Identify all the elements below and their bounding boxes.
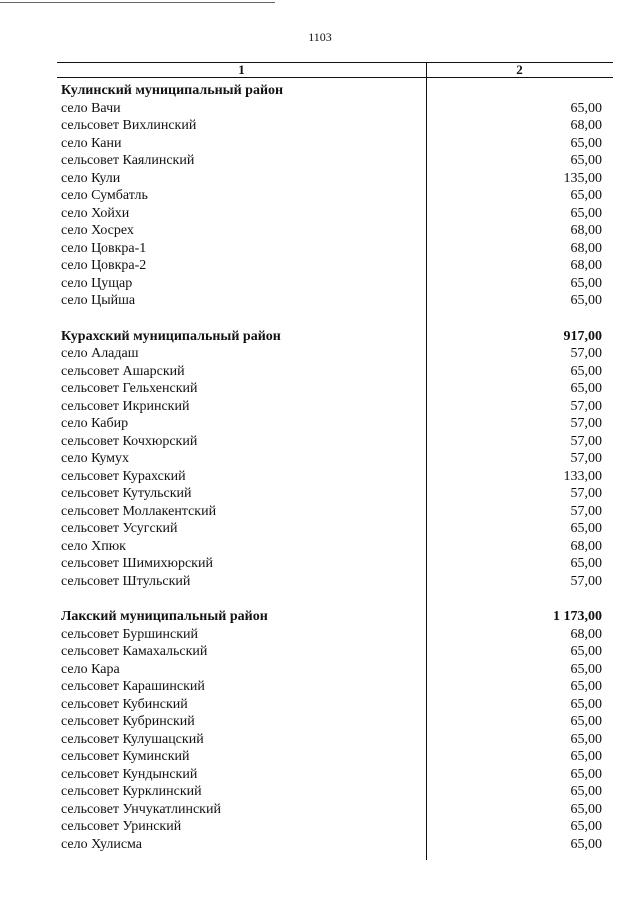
settlement-name: село Аладаш xyxy=(61,346,139,361)
settlement-value: 65,00 xyxy=(570,836,602,852)
district-row xyxy=(57,608,613,626)
table-row xyxy=(57,363,613,381)
settlement-value: 65,00 xyxy=(570,766,602,782)
table-row xyxy=(57,643,613,661)
table-row xyxy=(57,766,613,784)
table-row xyxy=(57,205,613,223)
settlement-value: 65,00 xyxy=(570,731,602,747)
settlement-name: село Цущар xyxy=(61,275,133,291)
settlement-name: сельсовет Куминский xyxy=(61,749,190,764)
table-row xyxy=(57,818,613,836)
settlement-value: 57,00 xyxy=(570,573,602,589)
settlement-name: сельсовет Курклинский xyxy=(61,784,202,799)
settlement-value: 65,00 xyxy=(570,784,602,799)
settlement-value: 65,00 xyxy=(570,153,602,168)
settlement-name: село Кули xyxy=(61,170,121,186)
settlement-name: село Кара xyxy=(61,661,120,677)
district-name: Лакский муниципальный район xyxy=(61,609,268,624)
column-1-header: 1 xyxy=(238,62,245,77)
settlement-name: сельсовет Усугский xyxy=(61,521,178,536)
settlement-value: 57,00 xyxy=(570,398,602,414)
settlement-name: сельсовет Кутульский xyxy=(61,486,192,501)
settlement-value: 68,00 xyxy=(570,258,602,273)
settlement-name: сельсовет Кулушацский xyxy=(61,731,204,747)
settlement-name: сельсовет Каялинский xyxy=(61,153,195,168)
table-row xyxy=(57,626,613,644)
table-row xyxy=(57,275,613,293)
table-row xyxy=(57,135,613,153)
table-row xyxy=(57,468,613,486)
settlement-value: 135,00 xyxy=(563,170,602,186)
settlement-value: 68,00 xyxy=(570,118,602,133)
settlement-name: сельсовет Моллакентский xyxy=(61,503,217,519)
settlement-name: село Кани xyxy=(61,135,122,151)
table-row xyxy=(57,100,613,118)
table-row xyxy=(57,678,613,696)
settlement-value: 68,00 xyxy=(570,223,602,238)
table-row xyxy=(57,222,613,240)
settlement-value: 68,00 xyxy=(570,538,602,554)
settlement-value: 65,00 xyxy=(570,363,602,379)
settlement-value: 57,00 xyxy=(570,451,602,466)
table-row xyxy=(57,503,613,521)
settlement-name: село Сумбатль xyxy=(61,188,148,203)
settlement-name: сельсовет Уринский xyxy=(61,819,182,834)
settlement-name: сельсовет Вихлинский xyxy=(61,118,197,133)
settlement-value: 65,00 xyxy=(570,205,602,221)
page-number: 1103 xyxy=(308,30,332,44)
table-row xyxy=(57,696,613,714)
settlement-value: 65,00 xyxy=(570,275,602,291)
table-row xyxy=(57,398,613,416)
settlement-value: 65,00 xyxy=(570,679,602,694)
settlement-name: сельсовет Кочхюрский xyxy=(61,433,198,449)
allocation-table xyxy=(57,62,613,853)
settlement-name: сельсовет Гельхенский xyxy=(61,381,198,396)
settlement-name: село Хулисма xyxy=(61,836,143,852)
settlement-value: 57,00 xyxy=(570,486,602,501)
table-row xyxy=(57,433,613,451)
settlement-name: село Цыйша xyxy=(61,293,136,308)
table-row xyxy=(57,187,613,205)
table-row xyxy=(57,257,613,275)
settlement-name: сельсовет Буршинский xyxy=(61,626,198,642)
table-row xyxy=(57,152,613,170)
settlement-name: село Вачи xyxy=(61,100,121,116)
district-row xyxy=(57,328,613,346)
table-row xyxy=(57,485,613,503)
settlement-name: сельсовет Кундынский xyxy=(61,766,198,782)
settlement-name: сельсовет Курахский xyxy=(61,468,186,484)
table-row xyxy=(57,801,613,819)
table-row xyxy=(57,170,613,188)
settlement-value: 65,00 xyxy=(570,135,602,151)
table-body xyxy=(57,82,613,853)
table-row xyxy=(57,573,613,591)
settlement-name: село Хойхи xyxy=(61,205,130,221)
settlement-name: село Хосрех xyxy=(61,223,134,238)
settlement-name: сельсовет Унчукатлинский xyxy=(61,801,221,817)
settlement-name: село Цовкра-2 xyxy=(61,258,147,273)
section-spacer xyxy=(57,310,613,328)
district-row xyxy=(57,82,613,100)
settlement-name: сельсовет Шимихюрский xyxy=(61,556,213,571)
settlement-name: сельсовет Икринский xyxy=(61,398,190,414)
table-header xyxy=(57,63,613,78)
settlement-value: 65,00 xyxy=(570,714,602,729)
table-row xyxy=(57,538,613,556)
settlement-value: 65,00 xyxy=(570,381,602,396)
table-row xyxy=(57,748,613,766)
table-row xyxy=(57,520,613,538)
settlement-name: сельсовет Кубринский xyxy=(61,714,195,729)
settlement-value: 57,00 xyxy=(570,346,602,361)
settlement-value: 57,00 xyxy=(570,503,602,519)
table-row xyxy=(57,450,613,468)
settlement-name: село Кабир xyxy=(61,416,129,431)
table-row xyxy=(57,713,613,731)
table-row xyxy=(57,555,613,573)
table-row xyxy=(57,415,613,433)
settlement-name: село Кумух xyxy=(61,451,130,466)
table-row xyxy=(57,731,613,749)
settlement-value: 65,00 xyxy=(570,696,602,712)
settlement-name: сельсовет Карашинский xyxy=(61,679,205,694)
district-total: 917,00 xyxy=(563,328,602,344)
settlement-value: 65,00 xyxy=(570,644,602,659)
settlement-value: 65,00 xyxy=(570,293,602,308)
table-row xyxy=(57,117,613,135)
settlement-value: 65,00 xyxy=(570,188,602,203)
settlement-value: 68,00 xyxy=(570,240,602,256)
settlement-value: 65,00 xyxy=(570,819,602,834)
settlement-value: 65,00 xyxy=(570,801,602,817)
settlement-value: 65,00 xyxy=(570,661,602,677)
table-row xyxy=(57,661,613,679)
settlement-value: 65,00 xyxy=(570,749,602,764)
settlement-value: 68,00 xyxy=(570,626,602,642)
settlement-name: сельсовет Ашарский xyxy=(61,363,185,379)
table-row xyxy=(57,836,613,854)
table-row xyxy=(57,345,613,363)
settlement-value: 65,00 xyxy=(570,100,602,116)
table-row xyxy=(57,292,613,310)
settlement-value: 65,00 xyxy=(570,556,602,571)
settlement-value: 57,00 xyxy=(570,416,602,431)
settlement-name: сельсовет Камахальский xyxy=(61,644,208,659)
settlement-value: 65,00 xyxy=(570,521,602,536)
settlement-value: 57,00 xyxy=(570,433,602,449)
section-spacer xyxy=(57,590,613,608)
district-total xyxy=(426,82,613,100)
settlement-name: сельсовет Штульский xyxy=(61,573,191,589)
column-2-header: 2 xyxy=(516,62,523,77)
district-total: 1 173,00 xyxy=(553,609,602,624)
top-rule xyxy=(0,2,275,3)
table-row xyxy=(57,380,613,398)
table-row xyxy=(57,783,613,801)
district-name: Кулинский муниципальный район xyxy=(61,83,284,98)
settlement-name: село Цовкра-1 xyxy=(61,240,147,256)
settlement-value: 133,00 xyxy=(563,468,602,484)
district-name: Курахский муниципальный район xyxy=(61,328,281,344)
table-row xyxy=(57,240,613,258)
settlement-name: село Хпюк xyxy=(61,538,126,554)
settlement-name: сельсовет Кубинский xyxy=(61,696,188,712)
